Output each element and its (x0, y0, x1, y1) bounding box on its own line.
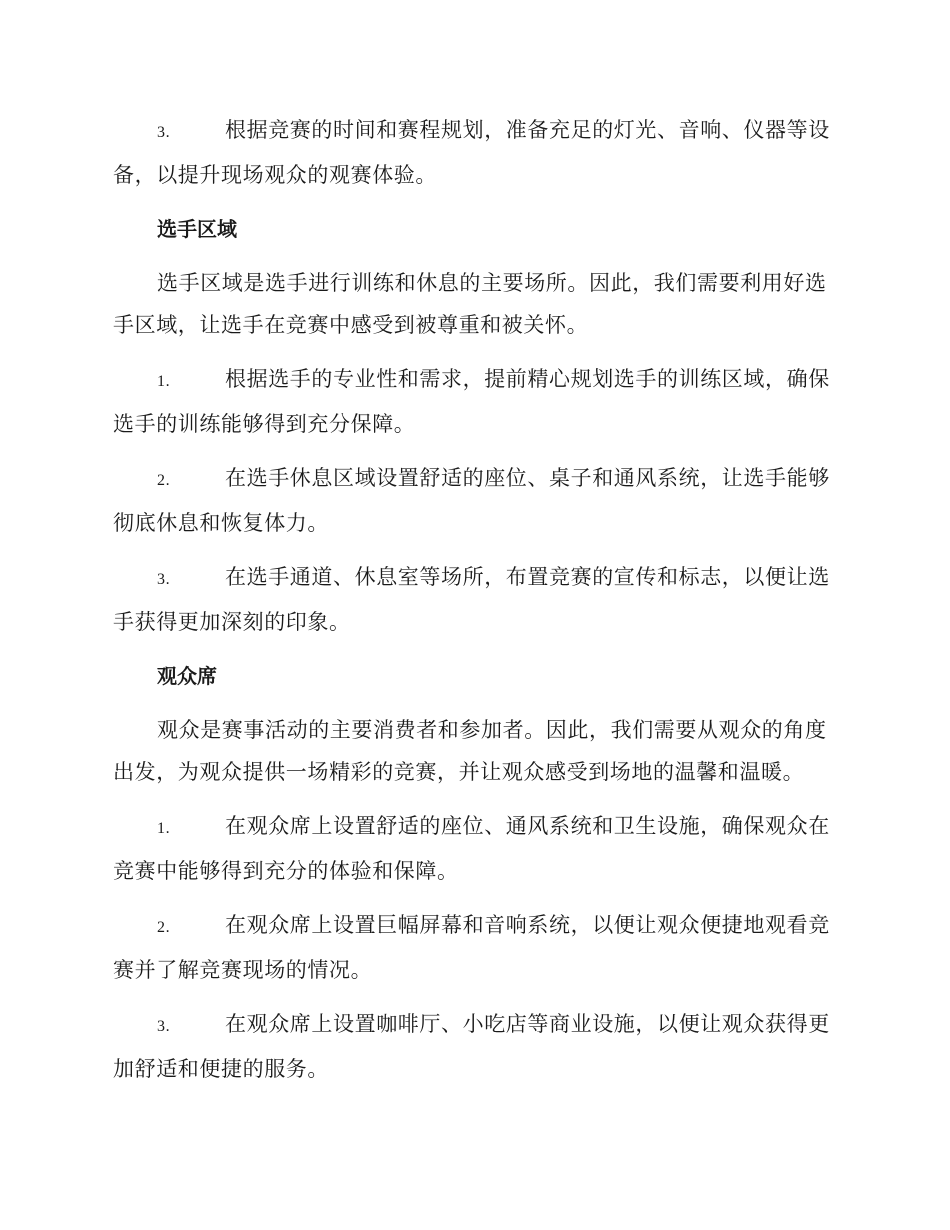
list-item (113, 904, 837, 991)
list-item (113, 1003, 837, 1090)
list-number: 3. (157, 124, 171, 141)
list-number: 3. (157, 1018, 171, 1035)
section-heading-audience: 观众席 (157, 664, 217, 688)
list-item (113, 109, 837, 196)
list-number: 3. (157, 571, 171, 588)
list-text: 根据选手的专业性和需求，提前精心规划选手的训练区域，确保选手的训练能够得到充分保障。 (113, 367, 830, 436)
list-item (113, 457, 837, 544)
document-body (113, 109, 837, 1102)
section-intro-audience: 观众是赛事活动的主要消费者和参加者。因此，我们需要从观众的角度出发，为观众提供一场精彩的竞赛，并让观众感受到场地的温馨和温暖。 (113, 718, 827, 784)
list-item (113, 556, 837, 643)
list-text: 在选手休息区域设置舒适的座位、桌子和通风系统，让选手能够彻底休息和恢复体力。 (113, 466, 830, 535)
list-number: 2. (157, 919, 171, 936)
list-number: 1. (157, 820, 171, 837)
section-heading-players: 选手区域 (157, 217, 237, 241)
list-text: 在观众席上设置舒适的座位、通风系统和卫生设施，确保观众在竞赛中能够得到充分的体验和保障。 (113, 814, 830, 883)
list-text: 根据竞赛的时间和赛程规划，准备充足的灯光、音响、仪器等设备，以提升现场观众的观赛体验。 (113, 118, 830, 187)
list-text: 在选手通道、休息室等场所，布置竞赛的宣传和标志，以便让选手获得更加深刻的印象。 (113, 565, 830, 634)
list-item (113, 358, 837, 445)
list-item (113, 805, 837, 892)
list-text: 在观众席上设置咖啡厅、小吃店等商业设施，以便让观众获得更加舒适和便捷的服务。 (113, 1012, 830, 1081)
list-text: 在观众席上设置巨幅屏幕和音响系统，以便让观众便捷地观看竞赛并了解竞赛现场的情况。 (113, 913, 830, 982)
list-number: 1. (157, 373, 171, 390)
section-intro-players: 选手区域是选手进行训练和休息的主要场所。因此，我们需要利用好选手区域，让选手在竞赛中感受到被尊重和被关怀。 (113, 271, 827, 337)
list-number: 2. (157, 472, 171, 489)
